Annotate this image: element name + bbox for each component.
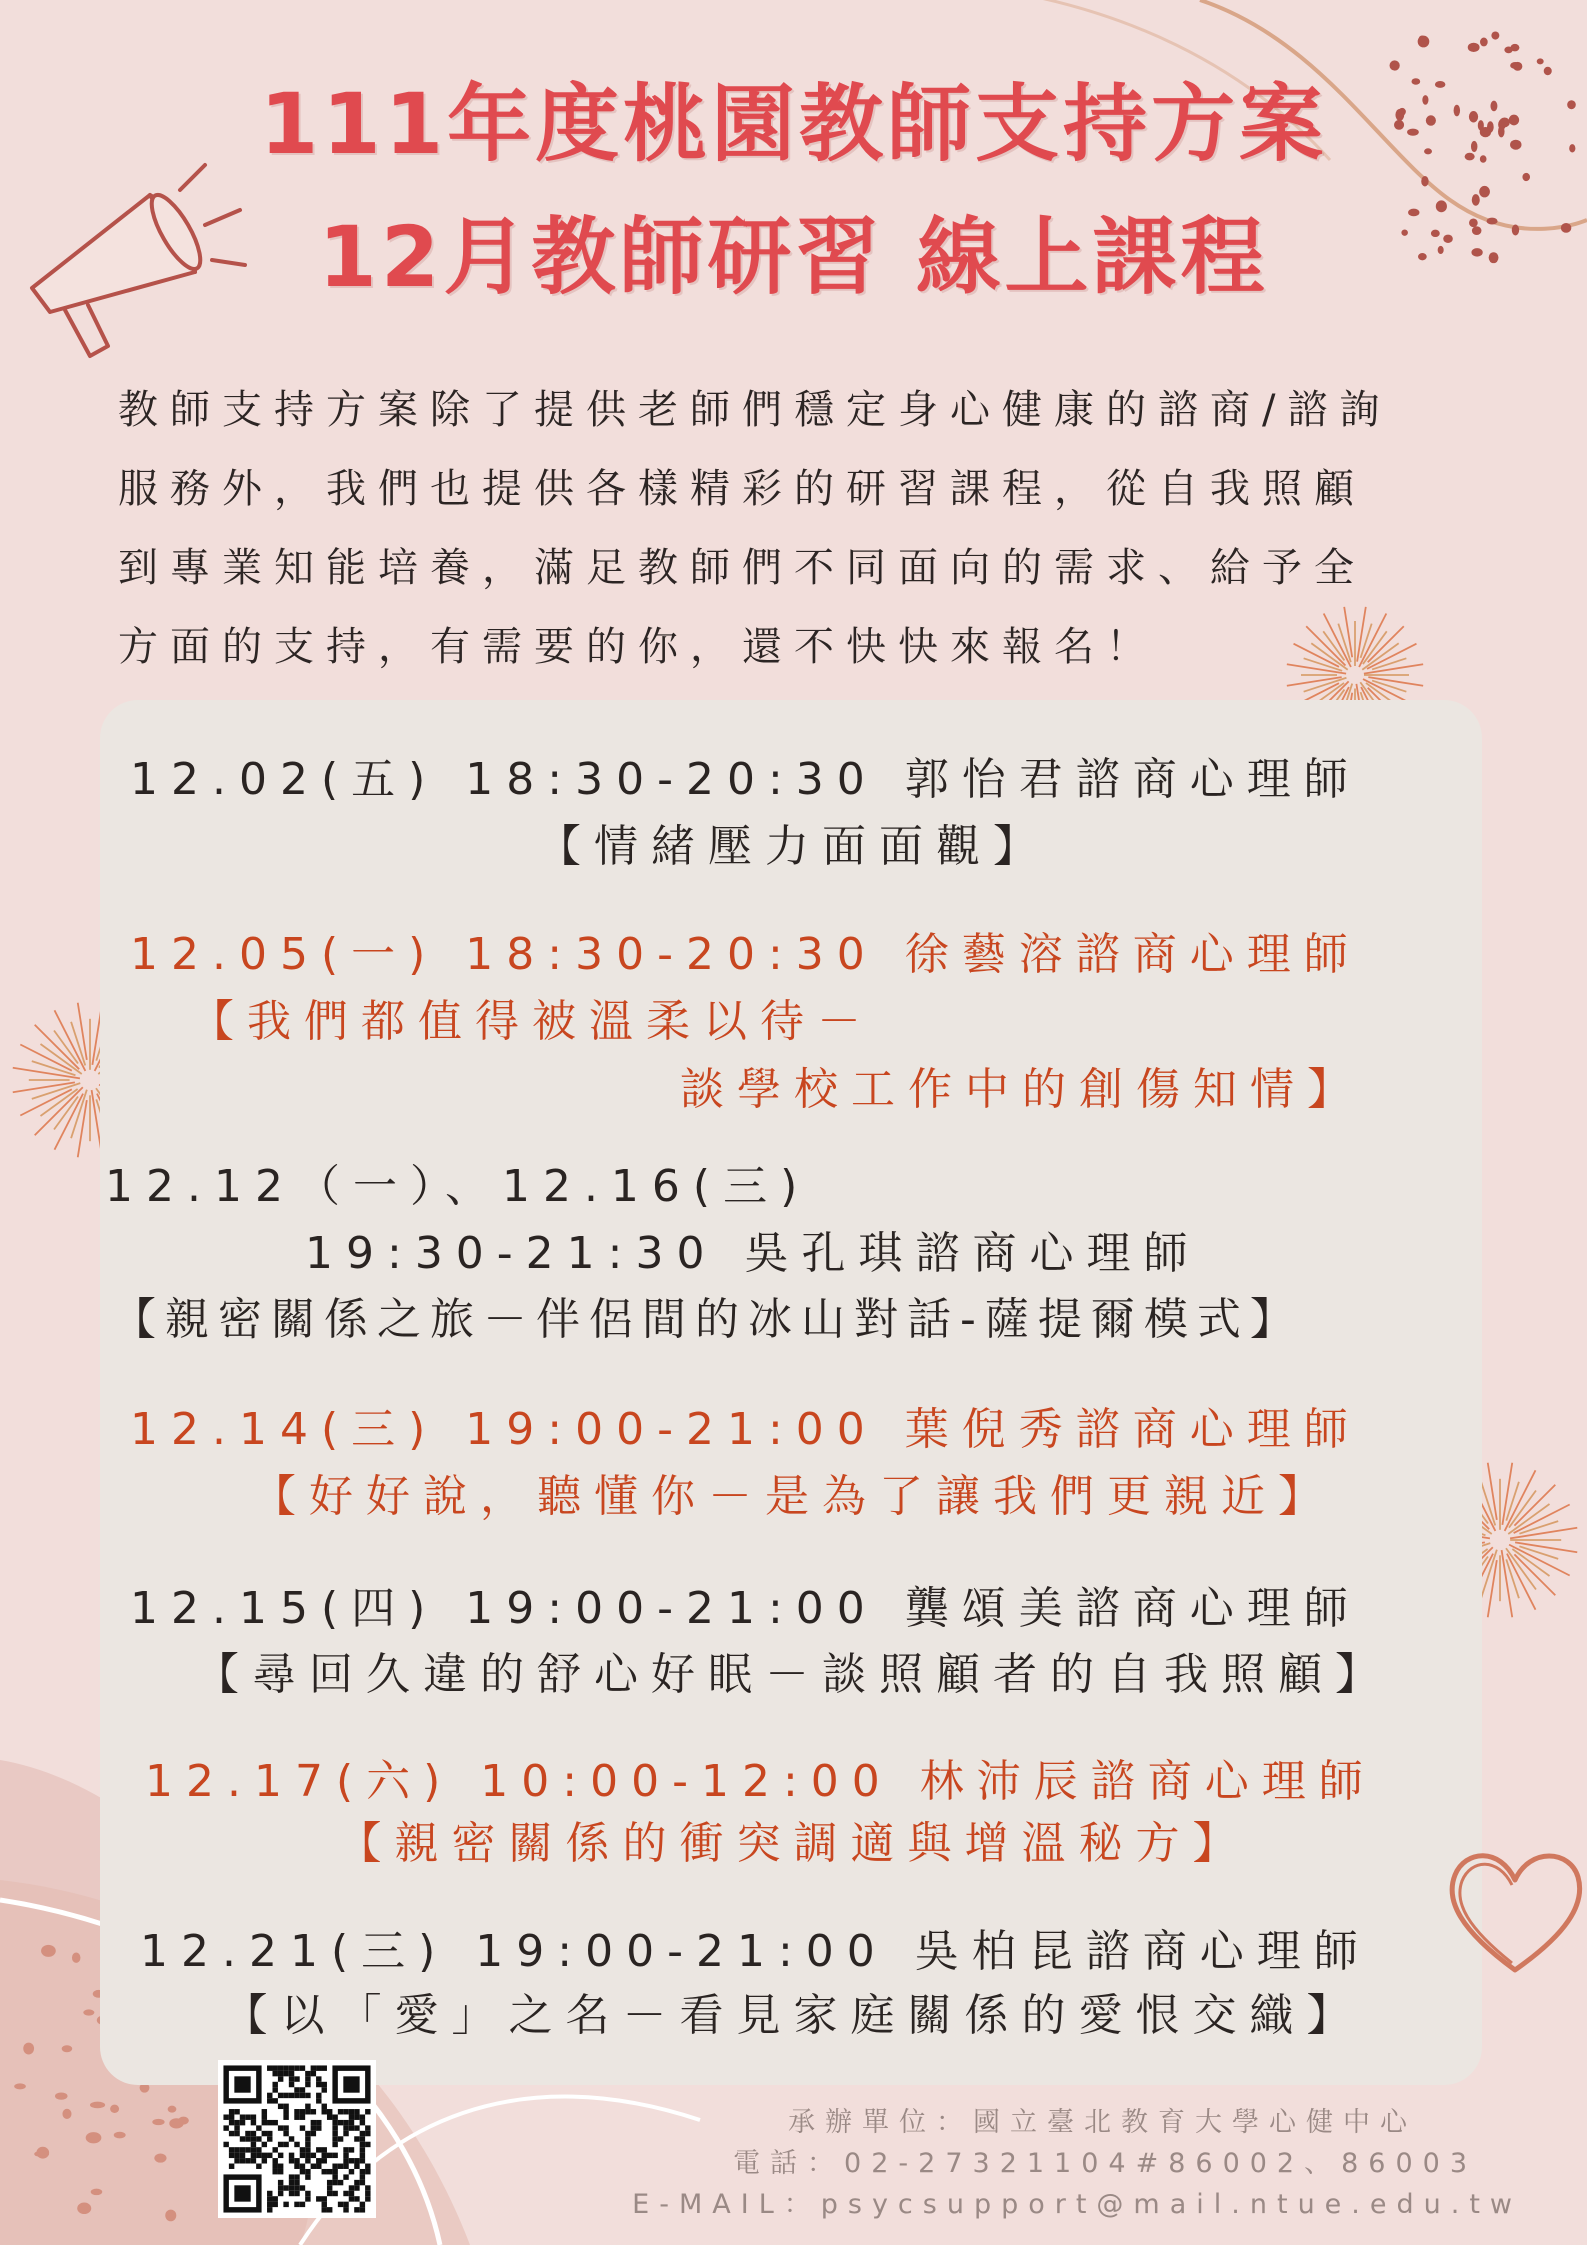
course-header: 12.14(三) 19:00-21:00 葉倪秀諮商心理師: [130, 1404, 1361, 1455]
course-header: 12.05(一) 18:30-20:30 徐藝溶諮商心理師: [130, 929, 1361, 980]
page-title-line2: 12月教師研習 線上課程: [318, 208, 1269, 306]
heart-icon: [1440, 1835, 1587, 1985]
course-header: 12.21(三) 19:00-21:00 吳柏昆諮商心理師: [140, 1926, 1371, 1977]
page-title-line1: 111年度桃園教師支持方案: [259, 75, 1328, 173]
course-header: 12.12（一）、12.16(三): [105, 1161, 811, 1212]
course-card: [100, 700, 1482, 2085]
course-topic: 【以「愛」之名－看見家庭關係的愛恨交織】: [223, 1990, 1364, 2041]
intro-line-1: 教師支持方案除了提供老師們穩定身心健康的諮商/諮詢: [118, 387, 1392, 433]
course-header: 12.02(五) 18:30-20:30 郭怡君諮商心理師: [130, 754, 1361, 805]
footer-email[interactable]: E-MAIL：psycsupport@mail.ntue.edu.tw: [632, 2189, 1522, 2220]
course-topic: 【親密關係之旅－伴侶間的冰山對話-薩提爾模式】: [112, 1294, 1303, 1345]
course-topic: 談學校工作中的創傷知情】: [680, 1064, 1364, 1115]
course-header: 19:30-21:30 吳孔琪諮商心理師: [305, 1228, 1201, 1279]
course-topic: 【情緒壓力面面觀】: [537, 821, 1050, 872]
footer-phone: 電話：02-27321104#86002、86003: [733, 2148, 1477, 2179]
qr-code-icon[interactable]: [218, 2060, 376, 2218]
course-header: 12.17(六) 10:00-12:00 林沛辰諮商心理師: [145, 1756, 1376, 1807]
course-topic: 【親密關係的衝突調適與增溫秘方】: [337, 1818, 1250, 1869]
course-topic: 【尋回久違的舒心好眠－談照顧者的自我照顧】: [195, 1649, 1392, 1700]
course-topic: 【我們都值得被溫柔以待－: [190, 996, 874, 1047]
intro-line-2: 服務外，我們也提供各樣精彩的研習課程，從自我照顧: [118, 466, 1366, 512]
footer-organizer: 承辦單位：國立臺北教育大學心健中心: [788, 2107, 1417, 2138]
intro-line-3: 到專業知能培養，滿足教師們不同面向的需求、給予全: [118, 545, 1366, 591]
intro-line-4: 方面的支持，有需要的你，還不快快來報名！: [118, 624, 1158, 670]
course-topic: 【好好說，聽懂你－是為了讓我們更親近】: [252, 1471, 1335, 1522]
course-header: 12.15(四) 19:00-21:00 龔頌美諮商心理師: [130, 1583, 1361, 1634]
